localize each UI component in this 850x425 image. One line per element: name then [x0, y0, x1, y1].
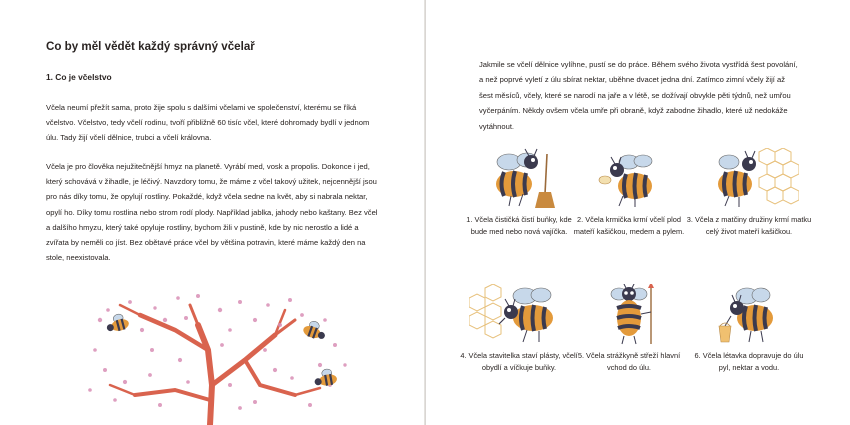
role-caption: 5. Včela strážkyně střeží hlavní vchod do úlu. [577, 351, 681, 373]
attendant-bee-honeycomb-icon [699, 148, 799, 210]
role-caption: 1. Včela čističká čistí buňky, kde bude med nebo nová vajíčka. [466, 215, 572, 237]
role-caption: 2. Včela krmička krmí včelí plod mateří kašičkou, medem a pylem. [573, 215, 685, 237]
role-card-nurse [569, 148, 689, 258]
right-page [426, 0, 850, 425]
cleaner-bee-with-broom-icon [469, 148, 569, 210]
role-caption: 6. Včela létavka dopravuje do úlu pyl, nektar a vodu. [694, 351, 804, 373]
role-card-guard [569, 284, 689, 394]
nurse-bee-feeding-icon [579, 148, 679, 210]
guard-bee-with-spear-icon [579, 284, 679, 346]
forager-bee-with-bucket-icon [699, 284, 799, 346]
builder-bee-honeycomb-icon [469, 284, 569, 346]
blossom-tree-with-bees-icon [80, 290, 360, 425]
role-caption: 3. Včela z matčiny družiny krmí matku celý život mateří kašičkou. [686, 215, 812, 237]
role-card-attendant [686, 148, 812, 258]
page-title: Co by měl vědět každý správný včelař [46, 40, 255, 53]
role-card-builder [459, 284, 579, 394]
role-card-cleaner [459, 148, 579, 258]
role-caption: 4. Včela stavitelka staví plásty, včelí obydlí a víčkuje buňky. [460, 351, 578, 373]
left-page [0, 0, 424, 425]
paragraph-worker-life: Jakmile se včelí dělnice vylíhne, pustí se do práce. Během svého života vystřídá šest povolání, a než poprvé vyletí z úlu sbírat nektar, uběhne dvacet jedna dní. Zatímco zimní včely žijí až šest měsíců, včely, které se narodí na jaře a v létě, se dožívají obvykle pěti týdnů, než umřou vyčerpáním. Někdy ovšem včela umře při obraně, když zabodne žihadlo, které už nedokáže vytáhnout. [479, 60, 798, 131]
role-card-forager [689, 284, 809, 394]
paragraph-colony: Včela neumí přežít sama, proto žije spolu s dalšími včelami ve společenství, kterému se říká včelstvo. Včelstvo, tedy včelí rodinu, tvoří přibližně 60 tisíc včel, které dohromady bydlí v jednom úlu. Tady žijí včelí dělnice, trubci a včelí královna. [46, 103, 370, 143]
paragraph-usefulness: Včela je pro člověka nejužitečnější hmyz na planetě. Vyrábí med, vosk a propolis. Dokonce i jed, který schovává v žihadle, je léčivý. Navzdory tomu, že máme z včel takový užitek, nejcennější jsou pro nás díky tomu, že opylují rostliny. Pokaždé, když včela sedne na květ, aby si nabrala nektar, opylí ho. Díky tomu rostlina nebo strom rodí plody. Například jablka, jahody nebo kaštany. Bez včel a dalšího hmyzu, který také opyluje rostliny, bychom žili v pustině, kde by nic nerostlo a lidé a zvířata by neměli co jíst. Bez obětavé práce včel by většina potravin, které máme každý den na stole, neexistovala. [46, 162, 378, 263]
section-heading: 1. Co je včelstvo [46, 72, 112, 82]
